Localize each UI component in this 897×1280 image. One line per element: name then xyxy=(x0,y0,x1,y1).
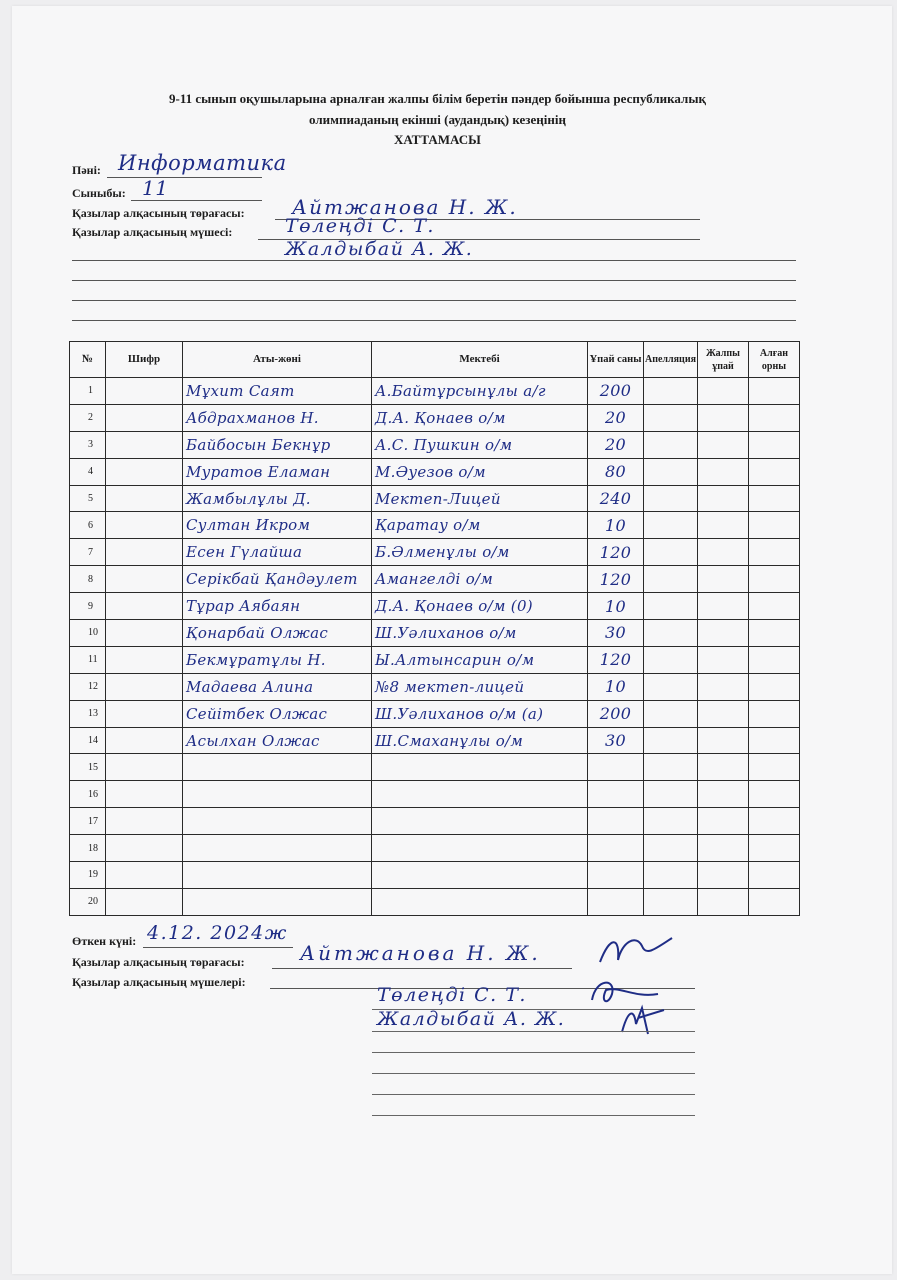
row-score: 20 xyxy=(588,404,644,431)
row-school: Ш.Смаханұлы о/м xyxy=(372,727,588,754)
row-place xyxy=(749,539,800,566)
row-name: Султан Икром xyxy=(183,512,372,539)
row-code xyxy=(106,566,183,593)
row-score: 30 xyxy=(588,620,644,647)
blank-line xyxy=(72,300,796,301)
row-name: Мадаева Алина xyxy=(183,673,372,700)
row-name: Есен Гүлайша xyxy=(183,539,372,566)
row-code xyxy=(106,431,183,458)
row-name: Байбосын Бекнұр xyxy=(183,431,372,458)
row-number: 1 xyxy=(70,378,106,405)
row-name xyxy=(183,781,372,808)
row-name: Асылхан Олжас xyxy=(183,727,372,754)
row-place xyxy=(749,888,800,915)
row-number: 5 xyxy=(70,485,106,512)
row-total xyxy=(698,512,749,539)
row-score xyxy=(588,754,644,781)
table-row xyxy=(70,754,800,781)
row-number: 13 xyxy=(70,700,106,727)
row-number: 7 xyxy=(70,539,106,566)
header-appeal: Апелляция xyxy=(644,342,698,378)
row-total xyxy=(698,431,749,458)
row-total xyxy=(698,835,749,862)
row-school: Б.Әлменұлы о/м xyxy=(372,539,588,566)
row-number: 19 xyxy=(70,862,106,889)
row-place xyxy=(749,781,800,808)
chair-label: Қазылар алқасының төрағасы: xyxy=(72,206,245,220)
table-row xyxy=(70,431,800,458)
row-score xyxy=(588,781,644,808)
sign-line xyxy=(372,1052,695,1053)
row-appeal xyxy=(644,458,698,485)
row-score: 200 xyxy=(588,378,644,405)
row-appeal xyxy=(644,727,698,754)
member-label: Қазылар алқасының мүшесі: xyxy=(72,225,233,239)
row-school: Ы.Алтынсарин о/м xyxy=(372,646,588,673)
row-total xyxy=(698,862,749,889)
sign-line xyxy=(372,1115,695,1116)
row-number: 15 xyxy=(70,754,106,781)
row-place xyxy=(749,566,800,593)
date-value: 4.12. 2024ж xyxy=(147,922,288,944)
row-code xyxy=(106,700,183,727)
table-row xyxy=(70,485,800,512)
row-place xyxy=(749,808,800,835)
row-appeal xyxy=(644,431,698,458)
table-row xyxy=(70,458,800,485)
row-code xyxy=(106,727,183,754)
row-code xyxy=(106,781,183,808)
row-name xyxy=(183,888,372,915)
row-appeal xyxy=(644,754,698,781)
table-row xyxy=(70,700,800,727)
row-name: Серікбай Қандәулет xyxy=(183,566,372,593)
table-row xyxy=(70,620,800,647)
footer-chair-value: Айтжанова Н. Ж. xyxy=(300,941,541,965)
row-appeal xyxy=(644,566,698,593)
row-number: 6 xyxy=(70,512,106,539)
row-name xyxy=(183,862,372,889)
row-school: Қаратау о/м xyxy=(372,512,588,539)
row-score: 240 xyxy=(588,485,644,512)
results-table xyxy=(69,341,800,916)
row-school: А.Байтұрсынұлы а/г xyxy=(372,378,588,405)
row-appeal xyxy=(644,888,698,915)
row-total xyxy=(698,458,749,485)
row-appeal xyxy=(644,781,698,808)
row-score: 10 xyxy=(588,593,644,620)
row-total xyxy=(698,485,749,512)
row-school: Ш.Уәлиханов о/м xyxy=(372,620,588,647)
table-row xyxy=(70,512,800,539)
row-school: №8 мектеп-лицей xyxy=(372,673,588,700)
row-name: Сейітбек Олжас xyxy=(183,700,372,727)
row-code xyxy=(106,458,183,485)
row-code xyxy=(106,539,183,566)
row-place xyxy=(749,404,800,431)
row-school: М.Әуезов о/м xyxy=(372,458,588,485)
table-row xyxy=(70,566,800,593)
row-number: 9 xyxy=(70,593,106,620)
row-code xyxy=(106,646,183,673)
header-place: Алған орны xyxy=(749,342,800,378)
row-code xyxy=(106,512,183,539)
row-place xyxy=(749,754,800,781)
row-code xyxy=(106,485,183,512)
blank-line xyxy=(72,320,796,321)
date-underline xyxy=(143,947,293,948)
row-score: 120 xyxy=(588,539,644,566)
row-school: А.С. Пушкин о/м xyxy=(372,431,588,458)
row-score xyxy=(588,808,644,835)
row-score xyxy=(588,862,644,889)
header-score: Ұпай саны xyxy=(588,342,644,378)
subject-underline xyxy=(107,177,262,178)
row-total xyxy=(698,378,749,405)
row-code xyxy=(106,378,183,405)
row-code xyxy=(106,808,183,835)
row-place xyxy=(749,646,800,673)
row-name: Тұрар Аябаян xyxy=(183,593,372,620)
row-appeal xyxy=(644,593,698,620)
row-place xyxy=(749,378,800,405)
table-row xyxy=(70,673,800,700)
row-total xyxy=(698,539,749,566)
row-school xyxy=(372,808,588,835)
header-number: № xyxy=(70,342,106,378)
table-row xyxy=(70,593,800,620)
row-appeal xyxy=(644,539,698,566)
row-school xyxy=(372,862,588,889)
table-row xyxy=(70,404,800,431)
table-row xyxy=(70,727,800,754)
row-total xyxy=(698,888,749,915)
footer-members-label: Қазылар алқасының мүшелері: xyxy=(72,975,246,989)
header-code: Шифр xyxy=(106,342,183,378)
footer-member-2: Жалдыбай А. Ж. xyxy=(377,1008,566,1030)
row-name: Қонарбай Олжас xyxy=(183,620,372,647)
row-number: 18 xyxy=(70,835,106,862)
row-school xyxy=(372,781,588,808)
row-name: Муратов Еламан xyxy=(183,458,372,485)
row-appeal xyxy=(644,808,698,835)
row-name: Абдрахманов Н. xyxy=(183,404,372,431)
row-number: 2 xyxy=(70,404,106,431)
row-score: 30 xyxy=(588,727,644,754)
row-appeal xyxy=(644,646,698,673)
row-total xyxy=(698,404,749,431)
row-place xyxy=(749,673,800,700)
date-label: Өткен күні: xyxy=(72,934,137,948)
row-number: 20 xyxy=(70,888,106,915)
row-code xyxy=(106,754,183,781)
row-score: 200 xyxy=(588,700,644,727)
table-header-row xyxy=(70,342,800,378)
row-total xyxy=(698,700,749,727)
row-total xyxy=(698,781,749,808)
row-score xyxy=(588,888,644,915)
subject-label: Пәні: xyxy=(72,163,101,177)
row-total xyxy=(698,593,749,620)
chair-value: Айтжанова Н. Ж. xyxy=(292,195,518,219)
row-score: 80 xyxy=(588,458,644,485)
row-number: 10 xyxy=(70,620,106,647)
header-total: Жалпы ұпай xyxy=(698,342,749,378)
table-row xyxy=(70,539,800,566)
row-place xyxy=(749,593,800,620)
row-code xyxy=(106,620,183,647)
row-school: Д.А. Қонаев о/м xyxy=(372,404,588,431)
row-school xyxy=(372,754,588,781)
table-row xyxy=(70,888,800,915)
row-number: 8 xyxy=(70,566,106,593)
sign-line xyxy=(372,1073,695,1074)
blank-line xyxy=(72,280,796,281)
row-appeal xyxy=(644,862,698,889)
row-total xyxy=(698,566,749,593)
row-code xyxy=(106,593,183,620)
row-score: 120 xyxy=(588,566,644,593)
row-appeal xyxy=(644,700,698,727)
row-school xyxy=(372,888,588,915)
row-score: 120 xyxy=(588,646,644,673)
row-code xyxy=(106,404,183,431)
grade-value: 11 xyxy=(142,176,169,200)
row-appeal xyxy=(644,485,698,512)
grade-label: Сыныбы: xyxy=(72,186,126,200)
row-score: 10 xyxy=(588,673,644,700)
row-number: 3 xyxy=(70,431,106,458)
row-code xyxy=(106,888,183,915)
row-place xyxy=(749,485,800,512)
row-total xyxy=(698,646,749,673)
row-name: Бекмұратұлы Н. xyxy=(183,646,372,673)
row-total xyxy=(698,754,749,781)
table-row xyxy=(70,808,800,835)
blank-line xyxy=(72,260,796,261)
row-score: 20 xyxy=(588,431,644,458)
row-place xyxy=(749,431,800,458)
row-name xyxy=(183,808,372,835)
table-row xyxy=(70,781,800,808)
member-value-2: Жалдыбай А. Ж. xyxy=(285,238,474,260)
document-title-line1: 9-11 сынып оқушыларына арналған жалпы білім беретін пәндер бойынша республикалық xyxy=(169,91,706,106)
row-place xyxy=(749,727,800,754)
table-row xyxy=(70,646,800,673)
header-school: Мектебі xyxy=(372,342,588,378)
row-school: Мектеп-Лицей xyxy=(372,485,588,512)
row-total xyxy=(698,808,749,835)
row-appeal xyxy=(644,404,698,431)
table-row xyxy=(70,835,800,862)
row-school: Д.А. Қонаев о/м (0) xyxy=(372,593,588,620)
row-place xyxy=(749,835,800,862)
row-number: 17 xyxy=(70,808,106,835)
row-place xyxy=(749,458,800,485)
document-title-line2: олимпиаданың екінші (аудандық) кезеңінің xyxy=(309,112,566,127)
footer-member-1: Төлеңді С. Т. xyxy=(377,984,527,1006)
row-place xyxy=(749,700,800,727)
row-number: 14 xyxy=(70,727,106,754)
row-number: 11 xyxy=(70,646,106,673)
grade-underline xyxy=(131,200,262,201)
row-total xyxy=(698,727,749,754)
row-appeal xyxy=(644,835,698,862)
row-code xyxy=(106,862,183,889)
row-total xyxy=(698,620,749,647)
footer-chair-underline xyxy=(272,968,572,969)
header-name: Аты-жөні xyxy=(183,342,372,378)
document-title-line3: ХАТТАМАСЫ xyxy=(394,132,481,147)
member-value-1: Төлеңді С. Т. xyxy=(285,215,435,237)
row-appeal xyxy=(644,620,698,647)
row-name: Мұхит Саят xyxy=(183,378,372,405)
row-code xyxy=(106,835,183,862)
row-place xyxy=(749,512,800,539)
row-number: 4 xyxy=(70,458,106,485)
sign-line xyxy=(372,1094,695,1095)
row-name xyxy=(183,754,372,781)
row-score xyxy=(588,835,644,862)
row-place xyxy=(749,862,800,889)
row-appeal xyxy=(644,512,698,539)
row-name: Жамбылұлы Д. xyxy=(183,485,372,512)
row-code xyxy=(106,673,183,700)
chair-signature-icon xyxy=(596,930,676,976)
row-school: Ш.Уәлиханов о/м (а) xyxy=(372,700,588,727)
footer-chair-label: Қазылар алқасының төрағасы: xyxy=(72,955,245,969)
table-row xyxy=(70,862,800,889)
row-appeal xyxy=(644,673,698,700)
subject-value: Информатика xyxy=(118,151,287,175)
row-total xyxy=(698,673,749,700)
row-number: 16 xyxy=(70,781,106,808)
member2-signature-icon xyxy=(618,1002,668,1044)
row-place xyxy=(749,620,800,647)
sign-line xyxy=(372,1031,695,1032)
row-school xyxy=(372,835,588,862)
row-school: Амангелді о/м xyxy=(372,566,588,593)
table-row xyxy=(70,378,800,405)
row-number: 12 xyxy=(70,673,106,700)
row-name xyxy=(183,835,372,862)
row-appeal xyxy=(644,378,698,405)
row-score: 10 xyxy=(588,512,644,539)
